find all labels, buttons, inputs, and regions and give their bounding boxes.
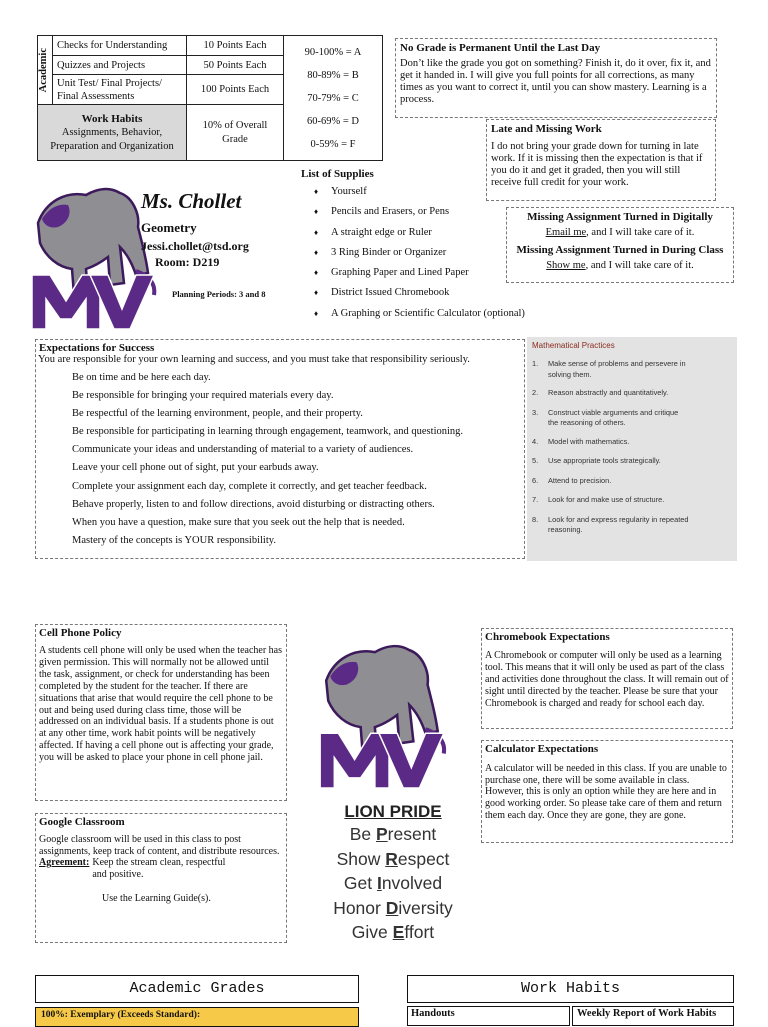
practice-text: Reason abstractly and quantitatively. — [548, 388, 669, 397]
expectation-item: Be respectful of the learning environment, people, and their property. — [72, 408, 363, 420]
pride-prefix: Give — [351, 922, 393, 942]
supplies-list — [314, 186, 525, 328]
supply-item-label: Yourself — [331, 186, 367, 197]
practice-number: 5. — [532, 456, 539, 465]
exemplary-label: 100%: Exemplary (Exceeds Standard): — [41, 1010, 201, 1020]
expectations-title: Expectations for Success — [39, 342, 155, 354]
supply-item-label: A straight edge or Ruler — [331, 226, 432, 238]
supply-item — [314, 227, 525, 247]
google-classroom-text: Google classroom will be used in this class to post assignments, keep track of content, and distribute resources. — [39, 834, 280, 857]
missing-class-text — [507, 260, 733, 272]
pride-prefix: Show — [336, 848, 386, 869]
grade-scale — [284, 36, 383, 161]
expectation-item: Communicate your ideas and understanding of material to a variety of audiences. — [72, 444, 414, 456]
handouts-label: Handouts — [411, 1008, 455, 1019]
show-me-link: Show me — [546, 260, 586, 271]
expectation-item: Be responsible for participating in learning through engagement, teamwork, and questioning. — [72, 426, 464, 438]
lion-pride — [318, 802, 468, 945]
practice-number: 3. — [532, 407, 539, 417]
grade-table — [37, 35, 383, 161]
late-work-text: I do not bring your grade down for turning in late work. If it is missing then the expectation is that if you do it and get it graded, then you will still receive full credit for your work. — [491, 141, 703, 188]
practice-number: 6. — [532, 475, 539, 485]
supply-item-label: 3 Ring Binder or Organizer — [331, 246, 447, 258]
expectations-list — [36, 372, 524, 553]
bullet-icon: ♦ — [314, 227, 319, 237]
pride-prefix: Honor — [333, 897, 386, 918]
math-practice-item — [527, 437, 737, 448]
scale-f: 0-59% = F — [310, 138, 356, 150]
expectations-intro: You are responsible for your own learning and success, and you must take that responsibility seriously. — [38, 354, 470, 365]
mountain-lion-logo-icon — [314, 640, 456, 790]
supply-item-label: A Graphing or Scientific Calculator (optional) — [331, 307, 525, 319]
academic-label: Academic — [38, 47, 49, 93]
grade-category: Unit Test/ Final Projects/ Final Assessments — [53, 75, 187, 105]
expectations-box — [35, 339, 525, 559]
work-habits-weight: 10% of Overall Grade — [187, 105, 284, 161]
pride-suffix: nvolved — [381, 873, 443, 893]
teacher-email[interactable]: Jessi.chollet@tsd.org — [141, 239, 249, 253]
scale-c: 70-79% = C — [307, 92, 359, 104]
expectation-item: Leave your cell phone out of sight, put your earbuds away. — [72, 462, 319, 474]
supply-item — [314, 267, 525, 287]
missing-digital-text — [507, 227, 733, 239]
google-agreement — [39, 857, 283, 880]
practice-text: solving them. — [548, 369, 592, 379]
math-practice-item — [527, 515, 737, 536]
no-grade-text: Don’t like the grade you got on something? Finish it, do it over, fix it, and get it handed in. I will give you full points for all corrections, as many times as you want to correct it, until you can show mastery. Learning is a process. — [400, 58, 711, 105]
practice-number: 8. — [532, 514, 539, 524]
supply-item — [314, 287, 525, 307]
pride-prefix: Get — [343, 873, 377, 893]
expectation-item: When you have a question, make sure that you seek out the help that is needed. — [72, 516, 405, 528]
practice-number: 4. — [532, 436, 539, 446]
supply-item-label: Pencils and Erasers, or Pens — [331, 206, 450, 218]
math-practice-item — [527, 388, 737, 399]
scale-d: 60-69% = D — [307, 115, 359, 127]
teacher-name: Ms. Chollet — [141, 189, 242, 213]
practice-text: Make sense of problems and persevere in — [548, 359, 686, 368]
practice-number: 1. — [532, 359, 539, 368]
lion-pride-list — [318, 822, 468, 945]
math-practice-item — [527, 476, 737, 487]
supplies-title: List of Supplies — [301, 168, 374, 180]
expectation-item: Mastery of the concepts is YOUR responsibility. — [72, 534, 276, 546]
missing-digital-rest: , and I will take care of it. — [586, 227, 695, 238]
practice-text: Look for and make use of structure. — [548, 495, 665, 504]
lion-pride-item — [318, 871, 468, 896]
math-practice-item — [527, 359, 737, 380]
scale-b: 80-89% = B — [307, 69, 359, 81]
bullet-icon: ♦ — [314, 308, 319, 318]
calculator-box — [481, 740, 733, 843]
expectation-item: Be on time and be here each day. — [72, 372, 211, 383]
agreement-text: Keep the stream clean, respectful and positive. — [92, 857, 226, 880]
late-work-title: Late and Missing Work — [491, 123, 602, 135]
calculator-title: Calculator Expectations — [485, 743, 599, 755]
cell-phone-title: Cell Phone Policy — [39, 627, 122, 639]
work-habits-header: Work Habits — [407, 975, 734, 1003]
google-classroom-title: Google Classroom — [39, 816, 125, 828]
lion-pride-item — [318, 847, 468, 872]
room-number: Room: D219 — [155, 255, 220, 269]
pride-key-letter: P — [375, 824, 388, 844]
practice-text: reasoning. — [548, 525, 583, 534]
pride-key-letter: D — [385, 897, 399, 918]
grade-points: 10 Points Each — [187, 36, 284, 56]
supply-item — [314, 206, 525, 226]
supply-item — [314, 186, 525, 206]
practice-text: Use appropriate tools strategically. — [548, 456, 661, 465]
supply-item-label: Graphing Paper and Lined Paper — [331, 267, 469, 279]
chromebook-box — [481, 628, 733, 729]
expectation-item: Be responsible for bringing your required materials every day. — [72, 390, 334, 402]
learning-guide-text: Use the Learning Guide(s). — [102, 893, 211, 904]
mascot-logo-center — [314, 640, 456, 790]
google-classroom-box — [35, 813, 287, 943]
cell-phone-box — [35, 624, 287, 801]
pride-prefix: Be — [349, 824, 376, 844]
academic-grades-first-row — [35, 1007, 359, 1027]
pride-suffix: ffort — [404, 922, 435, 942]
work-habits-title: Work Habits — [81, 112, 143, 125]
lion-pride-item — [318, 920, 468, 945]
chromebook-title: Chromebook Expectations — [485, 631, 610, 643]
work-habits-cell — [38, 105, 187, 161]
bullet-icon: ♦ — [314, 247, 319, 257]
lion-pride-item — [318, 822, 468, 847]
pride-key-letter: I — [376, 873, 382, 893]
chromebook-text: A Chromebook or computer will only be used as a learning tool. This means that it will only be used as part of the class and activities done throughout the class. It will remain out of sight until directed by the teacher. Please be sure that your Chromebook is charged and ready for school each day. — [485, 650, 729, 709]
pride-suffix: iversity — [398, 897, 453, 918]
no-grade-title: No Grade is Permanent Until the Last Day — [400, 42, 601, 54]
calculator-text: A calculator will be needed in this class. If you are unable to purchase one, there will be some available in class. However, this is only an option while they are here and in good working order. So please take care of them and return them each day. Once they are gone, they are gone. — [485, 763, 727, 821]
bullet-icon: ♦ — [314, 207, 319, 217]
math-practice-item — [527, 495, 737, 506]
missing-assignment-box — [506, 207, 734, 283]
supply-item — [314, 247, 525, 267]
weekly-report-cell — [572, 1006, 734, 1026]
practice-number: 2. — [532, 388, 539, 397]
lion-pride-item — [318, 896, 468, 921]
agreement-label: Agreement: — [39, 857, 90, 868]
planning-periods: Planning Periods: 3 and 8 — [172, 289, 266, 299]
expectation-item: Complete your assignment each day, complete it correctly, and get teacher feedback. — [72, 480, 427, 492]
missing-class-rest: , and I will take care of it. — [585, 260, 694, 271]
pride-key-letter: E — [392, 922, 405, 942]
practice-text: Model with mathematics. — [548, 436, 630, 446]
practice-text: Look for and express regularity in repeated — [548, 514, 689, 524]
academic-label-cell — [38, 36, 53, 105]
weekly-report-label: Weekly Report of Work Habits — [577, 1008, 717, 1019]
grade-points: 50 Points Each — [187, 56, 284, 75]
practice-text: the reasoning of others. — [548, 418, 626, 427]
practice-text: Construct viable arguments and critique — [548, 407, 679, 417]
lion-pride-title: LION PRIDE — [344, 802, 442, 821]
practice-text: Attend to precision. — [548, 475, 612, 485]
supply-item-label: District Issued Chromebook — [331, 287, 450, 299]
email-me-link[interactable]: Email me — [545, 227, 587, 238]
math-practice-item — [527, 408, 737, 429]
missing-digital-title: Missing Assignment Turned in Digitally — [527, 211, 713, 223]
grade-category: Quizzes and Projects — [53, 56, 187, 75]
scale-a: 90-100% = A — [304, 46, 362, 58]
grade-category: Checks for Understanding — [53, 36, 187, 56]
no-grade-box — [395, 38, 717, 118]
math-practices-list — [527, 359, 737, 536]
course-name: Geometry — [141, 220, 197, 235]
handouts-cell — [407, 1006, 570, 1026]
math-practice-item — [527, 456, 737, 467]
bullet-icon: ♦ — [314, 288, 319, 298]
math-practices-title: Mathematical Practices — [532, 341, 615, 350]
expectation-item: Behave properly, listen to and follow directions, avoid disturbing or distracting others. — [72, 498, 435, 510]
bullet-icon: ♦ — [314, 187, 319, 196]
work-habits-desc: Assignments, Behavior, Preparation and Organization — [50, 126, 174, 152]
cell-phone-text: A students cell phone will only be used when the teacher has given permission. This will normally not be allowed until the task, assignment, or check for understanding has been completed by the student for the teacher. If there are situations that arise that would require the cell phone to be out and being used during class time, those will be addressed on an individual basis. If a students phone is out at any other time, work habit points will be negatively affected. If having a cell phone out is affecting your grade, you will be asked to place your phone in cell phone jail. — [39, 645, 282, 764]
academic-grades-header: Academic Grades — [35, 975, 359, 1003]
missing-class-title: Missing Assignment Turned in During Class — [516, 244, 724, 256]
pride-suffix: espect — [397, 848, 450, 869]
supply-item — [314, 308, 525, 328]
grade-points: 100 Points Each — [187, 75, 284, 105]
math-practices-panel — [527, 337, 737, 561]
pride-key-letter: R — [385, 848, 398, 869]
pride-suffix: resent — [387, 824, 437, 844]
bullet-icon: ♦ — [314, 268, 319, 278]
practice-number: 7. — [532, 495, 539, 504]
